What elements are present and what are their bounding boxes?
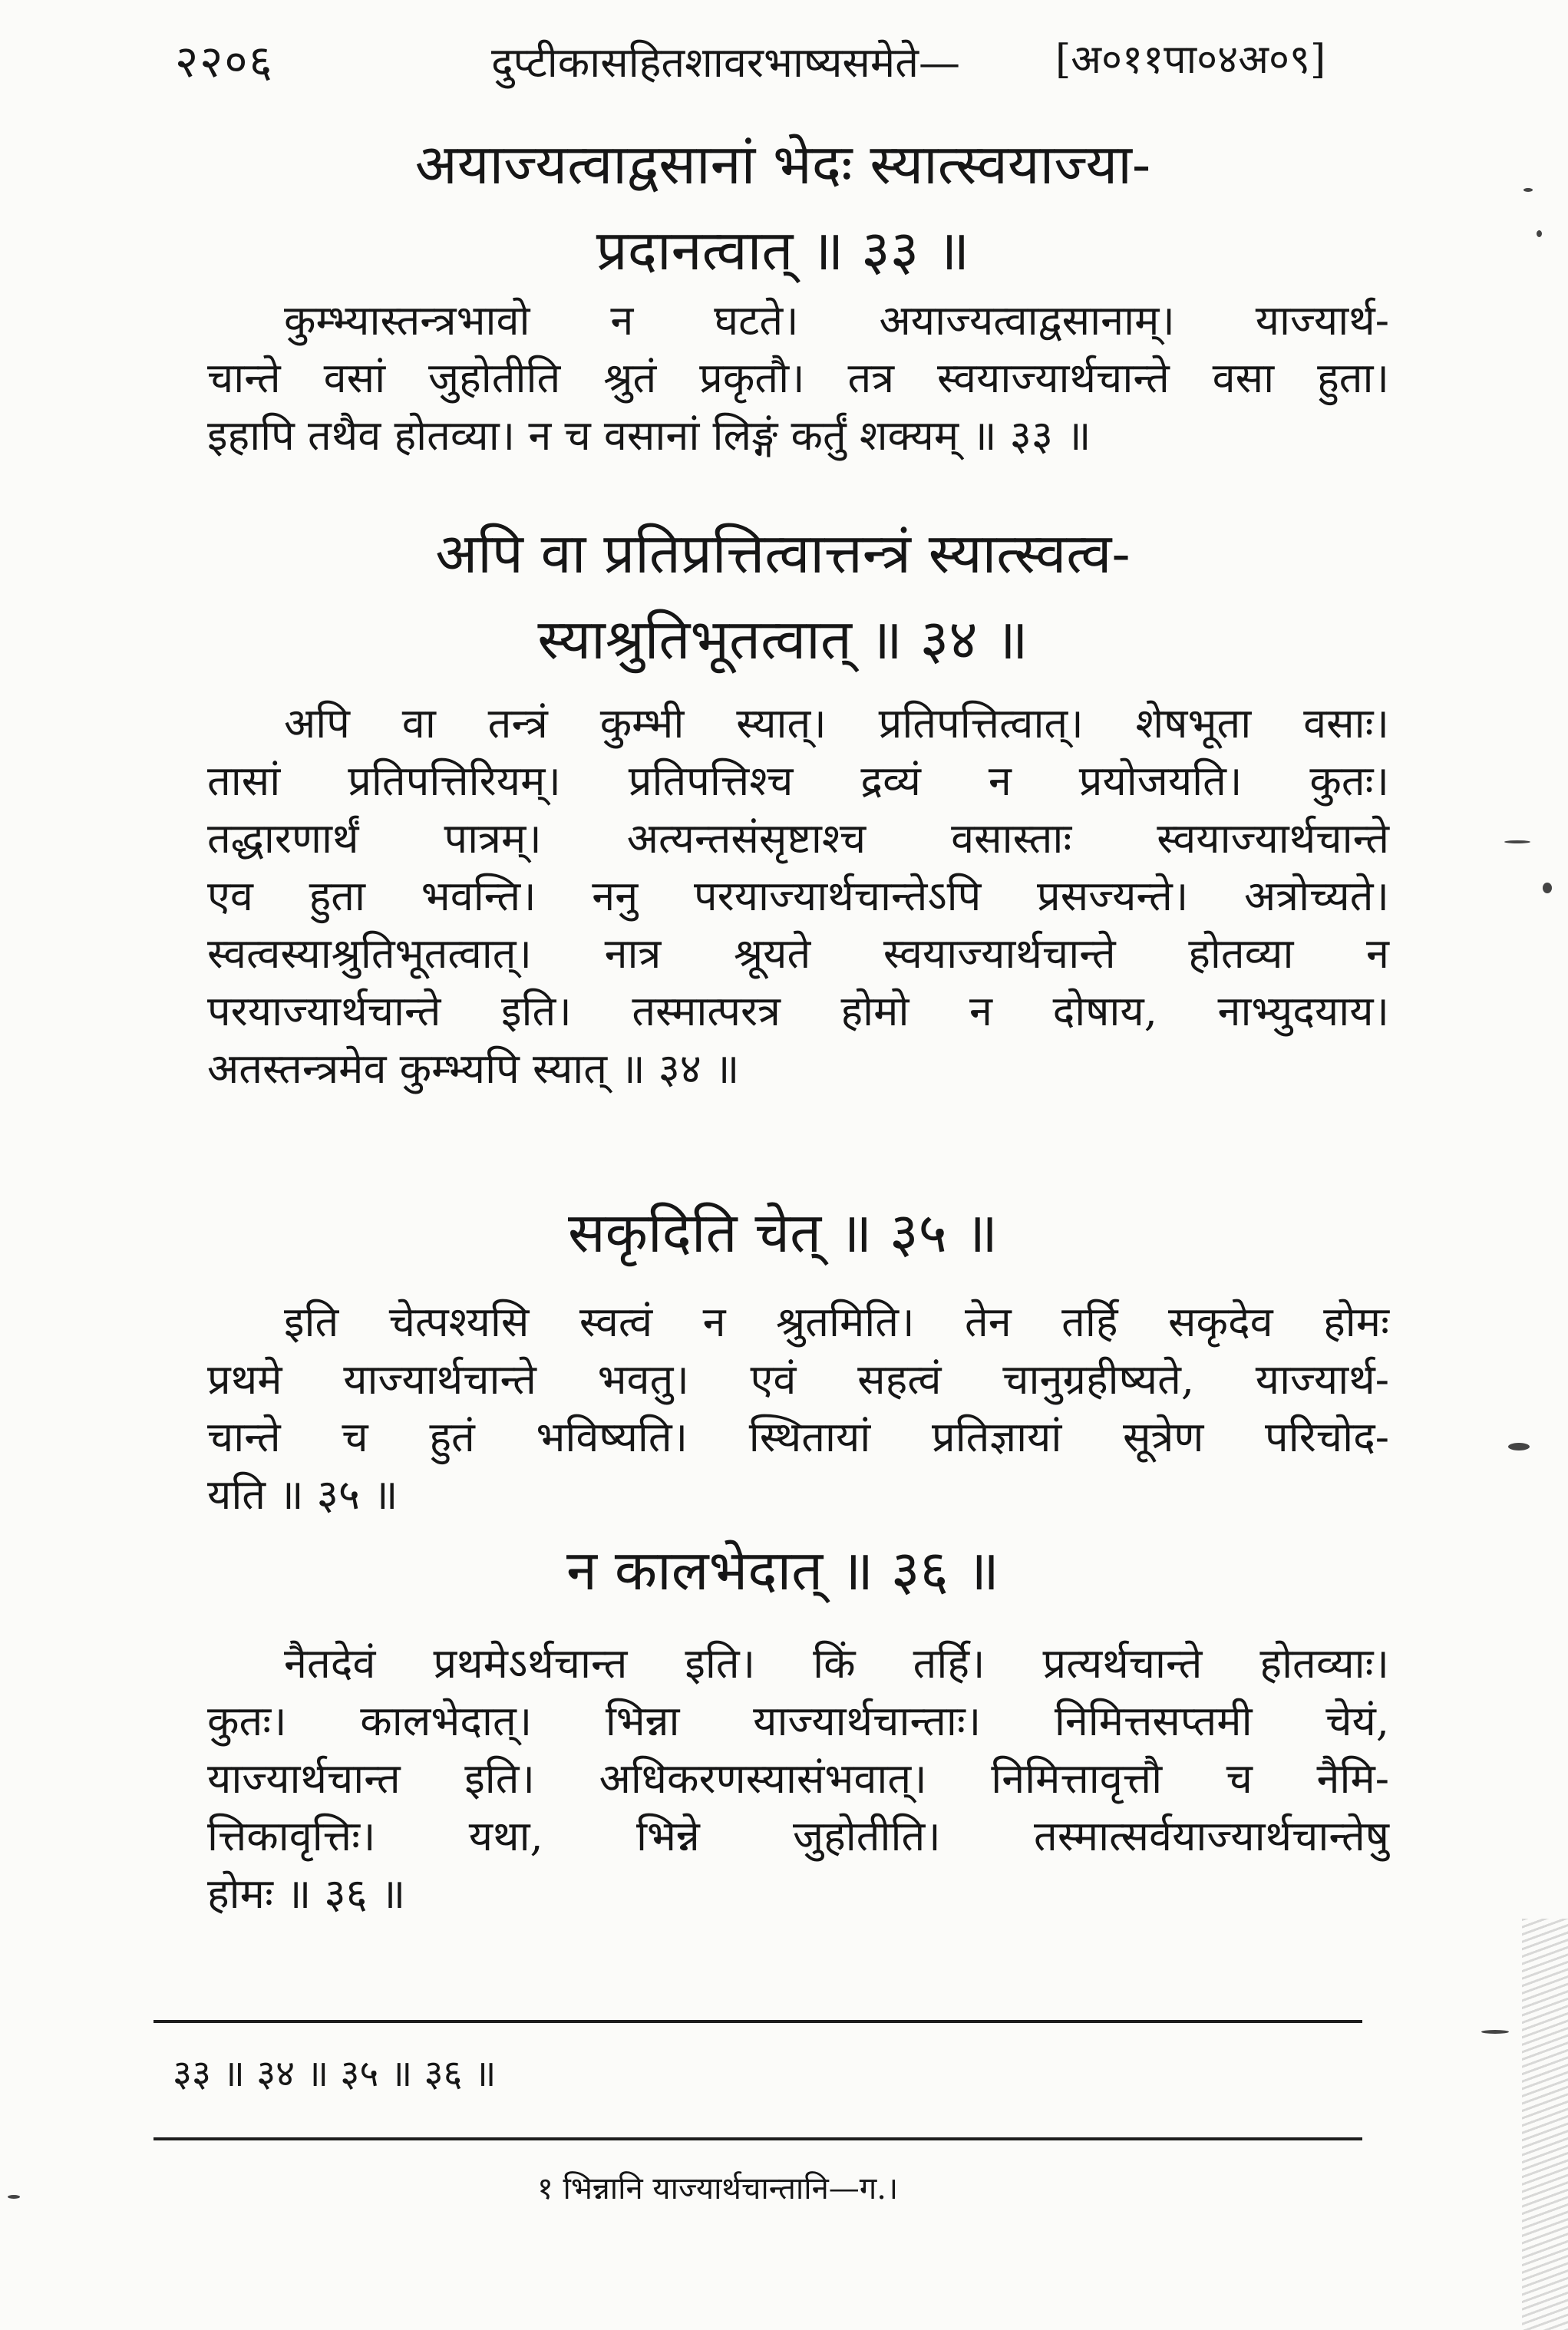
- text-line: इहापि तथैव होतव्या। न च वसानां लिङ्गं कर्तुं शक्यम् ॥ ३३ ॥: [207, 411, 1091, 460]
- text-line: नैतदेवं प्रथमेऽर्थचान्त इति। किं तर्हि। प्रत्यर्थचान्ते होतव्याः।: [284, 1639, 1389, 1688]
- page-header: [0, 15, 1568, 107]
- sutra-line: अयाज्यत्वाद्वसानां भेदः स्यात्स्वयाज्या-: [414, 132, 1151, 196]
- text-line: कुतः। कालभेदात्। भिन्ना याज्यार्थचान्ताः। निमित्तसप्तमी चेयं,: [207, 1697, 1389, 1745]
- bhashya-34: [207, 695, 1389, 1097]
- text-line: होमः ॥ ३६ ॥: [207, 1870, 406, 1918]
- page-number: २२०६: [175, 35, 274, 87]
- text-line: एव हुता भवन्ति। ननु परयाज्यार्थचान्तेऽपि प्रसज्यन्ते। अत्रोच्यते।: [207, 872, 1389, 920]
- sutra-line: न कालभेदात् ॥ ३६ ॥: [566, 1538, 999, 1602]
- sutra-note-line: ३३ ॥ ३४ ॥ ३५ ॥ ३६ ॥: [173, 2052, 497, 2095]
- text-line: याज्यार्थचान्त इति। अधिकरणस्यासंभवात्। निमित्तावृत्तौ च नैमि-: [207, 1754, 1389, 1803]
- text-line: प्रथमे याज्यार्थचान्ते भवतु। एवं सहत्वं चानुग्रहीष्यते, याज्यार्थ-: [207, 1355, 1389, 1404]
- text-line: अतस्तन्त्रमेव कुम्भ्यपि स्यात् ॥ ३४ ॥: [207, 1045, 740, 1093]
- divider-rule: [153, 2137, 1362, 2140]
- sutra-line: अपि वा प्रतिप्रत्तित्वात्तन्त्रं स्यात्स्वत्व-: [435, 521, 1131, 586]
- sutra-34: [192, 510, 1374, 682]
- scan-speck: [1543, 883, 1552, 893]
- scan-speck: [1481, 2030, 1509, 2034]
- sutra-line: स्याश्रुतिभूतत्वात् ॥ ३४ ॥: [537, 607, 1028, 672]
- running-title: दुप्टीकासहितशावरभाष्यसमेते—: [491, 38, 961, 87]
- bhashya-33: [207, 292, 1389, 464]
- text-line: तासां प्रतिपत्तिरियम्। प्रतिपत्तिश्च द्रव्यं न प्रयोजयति। कुतः।: [207, 757, 1389, 805]
- scan-speck: [8, 2195, 20, 2199]
- text-line: कुम्भ्यास्तन्त्रभावो न घटते। अयाज्यत्वाद्वसानाम्। याज्यार्थ-: [284, 296, 1389, 345]
- divider-rule: [153, 2020, 1362, 2023]
- sutra-33: [192, 121, 1374, 293]
- text-line: तद्धारणार्थं पात्रम्। अत्यन्तसंसृष्टाश्च वसास्ताः स्वयाज्यार्थचान्ते: [207, 814, 1389, 863]
- bhashya-35: [207, 1293, 1389, 1523]
- footnote: १ भिन्नानि याज्यार्थचान्तानि—ग.।: [537, 2171, 899, 2206]
- scan-speck: [1537, 230, 1542, 237]
- scan-edge-noise: [1522, 1919, 1568, 2330]
- text-line: चान्ते च हुतं भविष्यति। स्थितायां प्रतिज्ञायां सूत्रेण परिचोद-: [207, 1413, 1389, 1461]
- text-line: अपि वा तन्त्रं कुम्भी स्यात्। प्रतिपत्तित्वात्। शेषभूता वसाः।: [284, 699, 1389, 748]
- section-reference: [अ०११पा०४अ०९]: [1055, 37, 1326, 83]
- text-line: चान्ते वसां जुहोतीति श्रुतं प्रकृतौ। तत्र स्वयाज्यार्थचान्ते वसा हुता।: [207, 354, 1389, 402]
- text-line: परयाज्यार्थचान्ते इति। तस्मात्परत्र होमो न दोषाय, नाभ्युदयाय।: [207, 987, 1389, 1035]
- text-line: इति चेत्पश्यसि स्वत्वं न श्रुतमिति। तेन तर्हि सकृदेव होमः: [284, 1298, 1389, 1346]
- text-line: यति ॥ ३५ ॥: [207, 1470, 398, 1519]
- text-line: त्तिकावृत्तिः। यथा, भिन्ने जुहोतीति। तस्मात्सर्वयाज्यार्थचान्तेषु: [207, 1812, 1389, 1860]
- bhashya-36: [207, 1635, 1389, 1922]
- scan-speck: [1508, 1443, 1530, 1450]
- sutra-36: [192, 1527, 1374, 1613]
- sutra-line: प्रदानत्वात् ॥ ३३ ॥: [596, 218, 970, 282]
- scan-speck: [1504, 840, 1530, 843]
- sutra-35: [192, 1190, 1374, 1276]
- text-line: स्वत्वस्याश्रुतिभूतत्वात्। नात्र श्रूयते स्वयाज्यार्थचान्ते होतव्या न: [207, 929, 1389, 978]
- sutra-line: सकृदिति चेत् ॥ ३५ ॥: [568, 1200, 998, 1265]
- scan-speck: [1523, 188, 1533, 192]
